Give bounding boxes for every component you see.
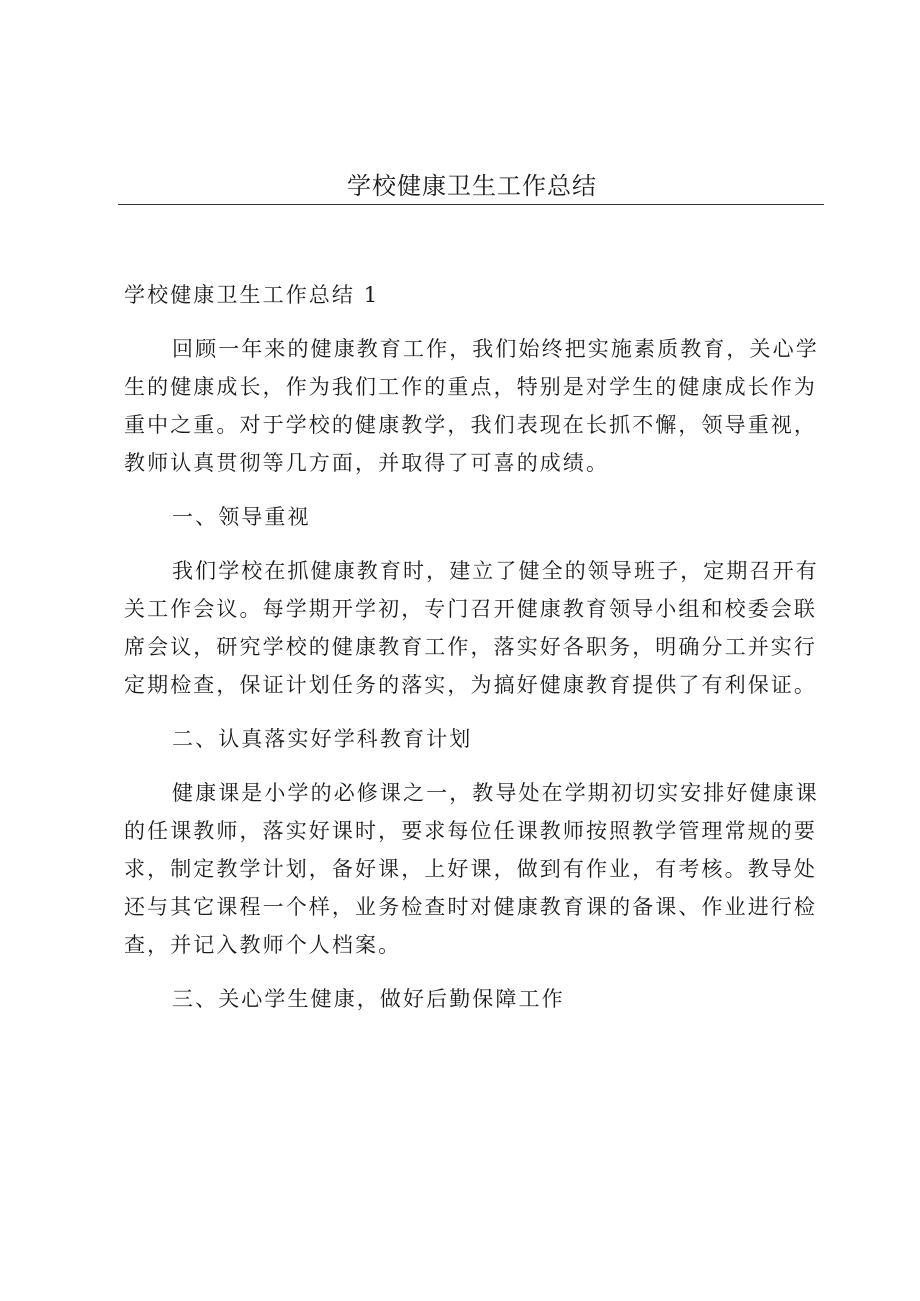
document-body <box>124 276 824 1018</box>
spacer <box>124 758 824 774</box>
paragraph-line: 关工作会议。每学期开学初，专门召开健康教育领导小组和校委会联 <box>124 597 817 621</box>
section-heading-student-health: 三、关心学生健康，做好后勤保障工作 <box>172 987 565 1011</box>
title-underline-rule <box>118 204 824 205</box>
paragraph-line: 还与其它课程一个样，业务检查时对健康教育课的备课、作业进行检 <box>124 895 817 919</box>
section-heading-leadership: 一、领导重视 <box>172 505 311 529</box>
paragraph-line: 生的健康成长，作为我们工作的重点，特别是对学生的健康成长作为 <box>124 375 817 399</box>
paragraph-line: 定期检查，保证计划任务的落实，为搞好健康教育提供了有利保证。 <box>124 673 817 697</box>
paragraph-intro <box>124 330 824 482</box>
paragraph-line: 重中之重。对于学校的健康教学，我们表现在长抓不懈，领导重视， <box>124 413 817 437</box>
paragraph-line: 回顾一年来的健康教育工作，我们始终把实施素质教育，关心学 <box>172 337 819 361</box>
paragraph-line: 的任课教师，落实好课时，要求每位任课教师按照教学管理常规的要 <box>124 819 817 843</box>
spacer <box>124 482 824 498</box>
paragraph-line: 查，并记入教师个人档案。 <box>124 933 402 957</box>
spacer <box>124 704 824 720</box>
section-heading-curriculum: 二、认真落实好学科教育计划 <box>172 727 473 751</box>
paragraph-line: 教师认真贯彻等几方面，并取得了可喜的成绩。 <box>124 451 610 475</box>
section-subtitle: 学校健康卫生工作总结 1 <box>124 283 380 307</box>
paragraph-line: 我们学校在抓健康教育时，建立了健全的领导班子，定期召开有 <box>172 559 819 583</box>
paragraph-line: 席会议，研究学校的健康教育工作，落实好各职务，明确分工并实行 <box>124 635 817 659</box>
spacer <box>124 536 824 552</box>
spacer <box>124 314 824 330</box>
paragraph-leadership <box>124 552 824 704</box>
paragraph-curriculum <box>124 774 824 964</box>
paragraph-line: 健康课是小学的必修课之一，教导处在学期初切实安排好健康课 <box>172 781 819 805</box>
document-title: 学校健康卫生工作总结 <box>347 172 597 200</box>
paragraph-line: 求，制定教学计划，备好课，上好课，做到有作业，有考核。教导处 <box>124 857 817 881</box>
spacer <box>124 964 824 980</box>
